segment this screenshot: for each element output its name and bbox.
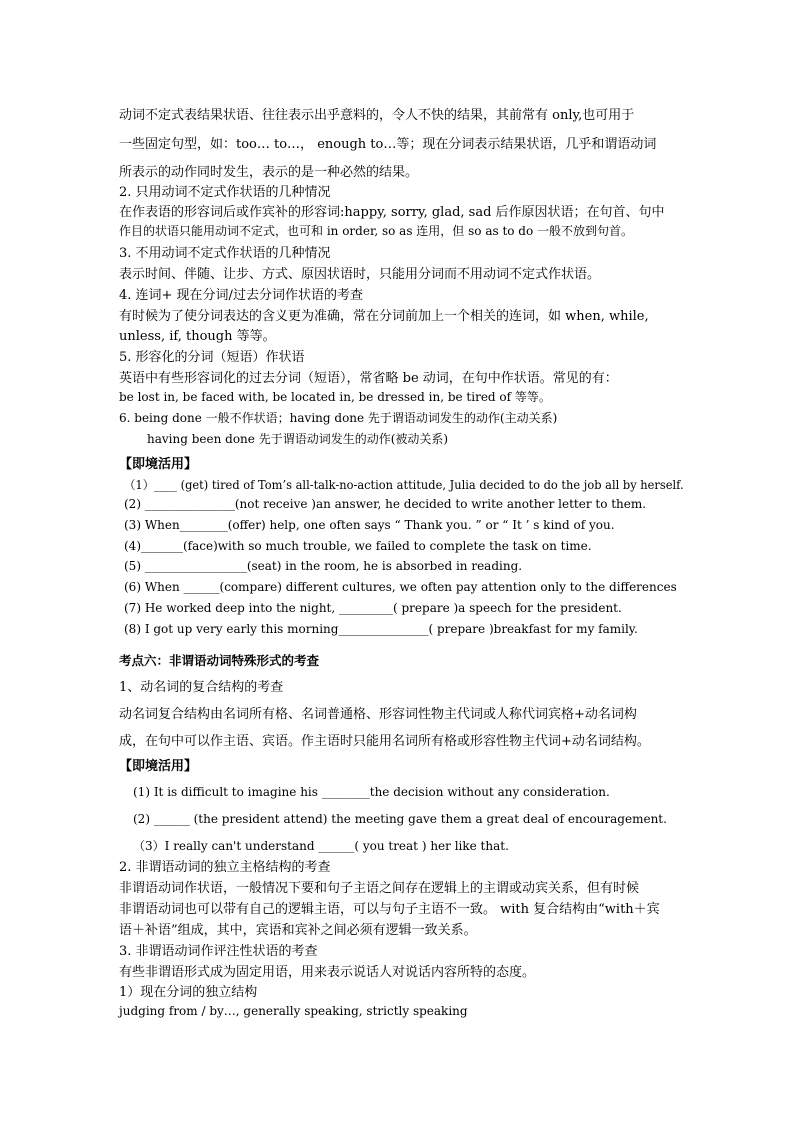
text-line: 成，在句中可以作主语、宾语。作主语时只能用名词所有格或形容性物主代词+动名词结构。 [119, 734, 650, 749]
section-heading: 3. 不用动词不定式作状语的几种情况 [119, 246, 331, 261]
section-heading: 4. 连词+ 现在分词/过去分词作状语的考查 [119, 288, 363, 303]
section-title: 考点六：非谓语动词特殊形式的考查 [119, 653, 320, 668]
text-line: 在作表语的形容词后或作宾补的形容词:happy, sorry, glad, sad 后作原因状语；在句首、句中 [119, 205, 665, 220]
exercise-item: (2) ______ (the president attend) the meeting gave them a great deal of encouragement. [133, 812, 667, 826]
text-line: having been done 先于谓语动词发生的动作(被动关系) [147, 432, 449, 446]
exercise-item: （3）I really can't understand ______( you treat ) her like that. [133, 839, 509, 853]
text-line: 作目的状语只能用动词不定式，也可和 in order, so as 连用，但 so as to do 一般不放到句首。 [119, 224, 634, 238]
text-line: 动名词复合结构由名词所有格、名词普通格、形容词性物主代词或人称代词宾格+动名词构 [119, 707, 637, 722]
text-line: 有时候为了使分词表达的含义更为准确，常在分词前加上一个相关的连词，如 when, while, [119, 309, 649, 324]
text-line: 所表示的动作同时发生，表示的是一种必然的结果。 [119, 165, 419, 180]
text-line: 有些非谓语形式成为固定用语，用来表示说话人对说话内容所特的态度。 [119, 965, 536, 980]
exercise-heading: 【即境活用】 [119, 759, 198, 774]
exercise-item: (2) _______________(not receive )an answer, he decided to write another letter to them. [124, 497, 647, 511]
exercise-item: (6) When ______(compare) different cultures, we often pay attention only to the differences [124, 580, 677, 594]
text-line: 非谓语动词也可以带有自己的逻辑主语，可以与句子主语不一致。 with 复合结构由“with＋宾 [119, 902, 660, 917]
exercise-item: (1) It is difficult to imagine his ________the decision without any consideration. [133, 785, 610, 799]
text-line: unless, if, though 等等。 [119, 329, 276, 344]
exercise-item: (5) _________________(seat) in the room, he is absorbed in reading. [124, 559, 523, 573]
exercise-item: （1）____ (get) tired of Tom’s all-talk-no-action attitude, Julia decided to do the job all by herself. [124, 478, 684, 492]
text-line: 英语中有些形容词化的过去分词（短语），常省略 be 动词，在句中作状语。常见的有： [119, 371, 618, 386]
exercise-item: (7) He worked deep into the night, _________( prepare )a speech for the president. [124, 601, 622, 615]
text-line: 表示时间、伴随、让步、方式、原因状语时，只能用分词而不用动词不定式作状语。 [119, 267, 601, 282]
section-heading: 1）现在分词的独立结构 [119, 985, 258, 1000]
section-heading: 2. 非谓语动词的独立主格结构的考查 [119, 860, 331, 875]
text-line: judging from / by…, generally speaking, strictly speaking [119, 1004, 468, 1018]
exercise-item: (8) I got up very early this morning_______________( prepare )breakfast for my family. [124, 622, 638, 636]
section-heading: 1、动名词的复合结构的考查 [119, 680, 284, 695]
section-heading: 3. 非谓语动词作评注性状语的考查 [119, 944, 318, 959]
section-heading: 5. 形容化的分词（短语）作状语 [119, 350, 305, 365]
text-line: 一些固定句型，如：too… to…， enough to…等；现在分词表示结果状语，几乎和谓语动词 [119, 137, 657, 152]
text-line: 非谓语动词作状语，一般情况下要和句子主语之间存在逻辑上的主谓或动宾关系，但有时候 [119, 881, 640, 896]
exercise-heading: 【即境活用】 [119, 457, 198, 472]
text-line: 6. being done 一般不作状语；having done 先于谓语动词发生的动作(主动关系) [119, 411, 558, 425]
text-line: 动词不定式表结果状语、往往表示出乎意料的，令人不快的结果，其前常有 only,也可用于 [119, 108, 635, 123]
text-line: be lost in, be faced with, be located in, be dressed in, be tired of 等等。 [119, 390, 551, 404]
exercise-item: (4)_______(face)with so much trouble, we failed to complete the task on time. [124, 539, 592, 553]
exercise-item: (3) When________(offer) help, one often says “ Thank you. ” or “ It ’ s kind of you. [124, 518, 615, 532]
section-heading: 2. 只用动词不定式作状语的几种情况 [119, 185, 331, 200]
text-line: 语＋补语”组成，其中，宾语和宾补之间必须有逻辑一致关系。 [119, 923, 477, 938]
